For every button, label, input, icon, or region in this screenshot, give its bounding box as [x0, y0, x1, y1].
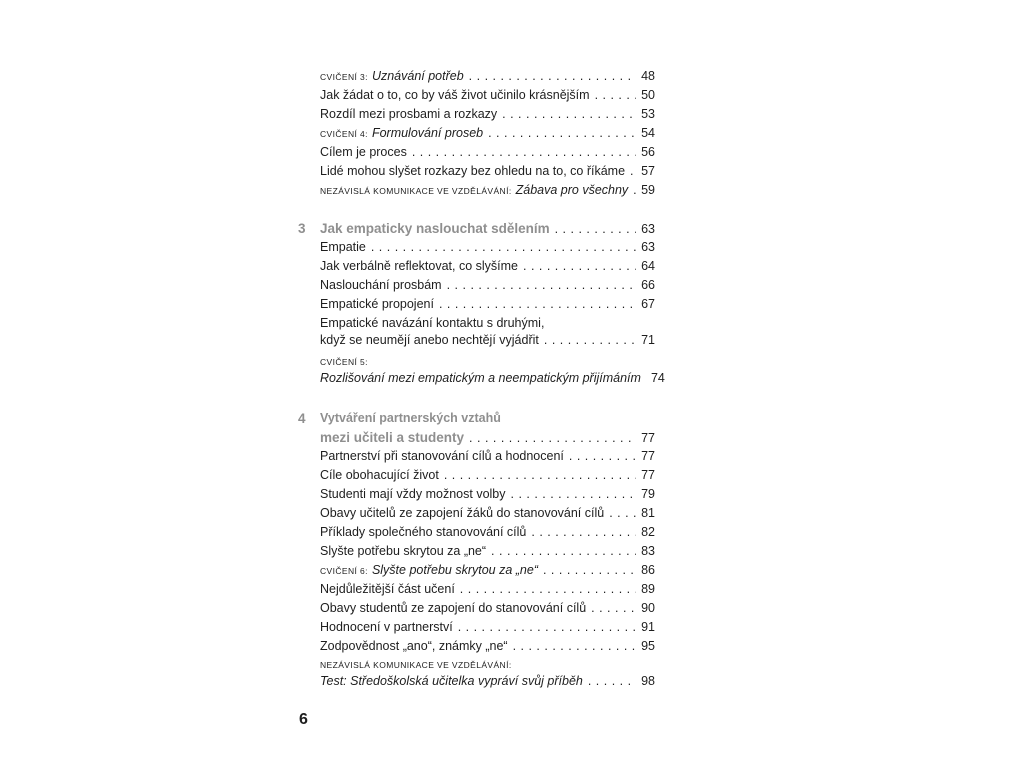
- chapter-title: Jak empaticky naslouchat sdělením: [320, 221, 550, 236]
- page-ref: 50: [641, 88, 655, 102]
- dot-leader: [544, 331, 636, 350]
- dot-leader: [502, 105, 636, 124]
- toc-entry: [320, 523, 655, 542]
- page-ref: 66: [641, 278, 655, 292]
- page-ref: 57: [641, 164, 655, 178]
- page-ref: 67: [641, 297, 655, 311]
- page-ref: 79: [641, 487, 655, 501]
- toc-entry: [320, 504, 655, 523]
- dot-leader: [531, 523, 636, 542]
- dot-leader: [591, 599, 636, 618]
- toc-entry-title: Slyšte potřebu skrytou za „ne“: [371, 563, 538, 577]
- toc-entry-title: Lidé mohou slyšet rozkazy bez ohledu na to, co říkáme: [320, 164, 626, 178]
- dot-leader: [439, 295, 636, 314]
- toc-entry-title: Zábava pro všechny: [515, 183, 629, 197]
- toc-entry-title-line1: Empatické navázání kontaktu s druhými,: [320, 316, 545, 330]
- dot-leader: [513, 637, 637, 656]
- toc-entry: [320, 181, 655, 200]
- page-ref: 77: [641, 468, 655, 482]
- toc-entry: [320, 580, 655, 599]
- page-ref: 63: [641, 240, 655, 254]
- toc-entry-title: Zodpovědnost „ano“, známky „ne“: [320, 639, 508, 653]
- page-ref: 71: [641, 333, 655, 347]
- page-ref: 48: [641, 69, 655, 83]
- toc-entry: [320, 331, 655, 350]
- toc-entry-title: Slyšte potřebu skrytou za „ne“: [320, 544, 487, 558]
- page-number: 6: [299, 711, 308, 728]
- exercise-label: CVIČENÍ 4:: [320, 129, 368, 139]
- chapter-heading: [320, 219, 655, 238]
- toc-entry-title: Jak žádat o to, co by váš život učinilo krásnějším: [320, 88, 590, 102]
- dot-leader: [488, 124, 636, 143]
- dot-leader: [412, 143, 636, 162]
- toc-entry: [320, 672, 655, 691]
- page-ref: 74: [650, 371, 665, 385]
- toc-entry-title: Naslouchání prosbám: [320, 278, 442, 292]
- toc-entry: [320, 447, 655, 466]
- toc-entry: [320, 485, 655, 504]
- toc-entry: [320, 369, 665, 388]
- dot-leader: [511, 485, 637, 504]
- dot-leader: [491, 542, 636, 561]
- dot-leader: [588, 672, 636, 691]
- toc-entry-title: Obavy učitelů ze zapojení žáků do stanovování cílů: [320, 506, 605, 520]
- dot-leader: [595, 86, 637, 105]
- toc-entry: [320, 162, 655, 181]
- toc-entry: [320, 618, 655, 637]
- dot-leader: [458, 618, 636, 637]
- dot-leader: [469, 67, 636, 86]
- toc-entry-title: Cíle obohacující život: [320, 468, 439, 482]
- toc-entry: [320, 105, 655, 124]
- page-ref: 77: [641, 449, 655, 463]
- dot-leader: [469, 429, 636, 448]
- exercise-label: CVIČENÍ 3:: [320, 72, 368, 82]
- toc-entry: [320, 295, 655, 314]
- page-ref: 86: [641, 563, 655, 577]
- section-label: NEZÁVISLÁ KOMUNIKACE VE VZDĚLÁVÁNÍ:: [320, 186, 512, 196]
- dot-leader: [444, 466, 636, 485]
- toc-entry: [320, 86, 655, 105]
- dot-leader: [523, 257, 636, 276]
- toc-entry-title: Hodnocení v partnerství: [320, 620, 453, 634]
- toc-entry-title: Jak verbálně reflektovat, co slyšíme: [320, 259, 518, 273]
- page-ref: 83: [641, 544, 655, 558]
- toc-entry: [320, 276, 655, 295]
- dot-leader: [609, 504, 636, 523]
- toc-entry-title: Nejdůležitější část učení: [320, 582, 455, 596]
- chapter-title-line1: Vytváření partnerských vztahů: [320, 411, 501, 425]
- page-ref: 64: [641, 259, 655, 273]
- page-ref: 77: [641, 431, 655, 445]
- exercise-label: CVIČENÍ 5:: [320, 357, 368, 367]
- toc-entry: [320, 542, 655, 561]
- toc-entry-title: Test: Středoškolská učitelka vypráví svůj příběh: [320, 674, 583, 688]
- toc-entry-title: Studenti mají vždy možnost volby: [320, 487, 506, 501]
- page-ref: 59: [641, 183, 655, 197]
- page-ref: 82: [641, 525, 655, 539]
- dot-leader: [630, 162, 636, 181]
- dot-leader: [633, 181, 636, 200]
- page-ref: 98: [641, 674, 655, 688]
- section-label: NEZÁVISLÁ KOMUNIKACE VE VZDĚLÁVÁNÍ:: [320, 660, 512, 670]
- toc-entry: [320, 466, 655, 485]
- toc-entry-title: Příklady společného stanovování cílů: [320, 525, 527, 539]
- toc-entry-title: Partnerství při stanovování cílů a hodnocení: [320, 449, 564, 463]
- page-ref: 56: [641, 145, 655, 159]
- toc-entry: [320, 238, 655, 257]
- dot-leader: [543, 561, 636, 580]
- toc-entry: [320, 143, 655, 162]
- toc-entry: [320, 67, 655, 86]
- chapter-heading: [320, 428, 655, 447]
- toc-entry: [320, 124, 655, 143]
- page-ref: 91: [641, 620, 655, 634]
- page-ref: 90: [641, 601, 655, 615]
- toc-entry-title: Cílem je proces: [320, 145, 407, 159]
- toc-entry-title: Rozlišování mezi empatickým a neempatickým přijímáním: [320, 371, 641, 385]
- chapter-title-line2: mezi učiteli a studenty: [320, 430, 465, 445]
- page-ref: 89: [641, 582, 655, 596]
- toc-entry: [320, 257, 655, 276]
- chapter-number: 3: [298, 221, 306, 236]
- dot-leader: [569, 447, 636, 466]
- toc-entry-title: Obavy studentů ze zapojení do stanovování cílů: [320, 601, 587, 615]
- toc-entry-title: Uznávání potřeb: [371, 69, 464, 83]
- toc-entry-title: Rozdíl mezi prosbami a rozkazy: [320, 107, 498, 121]
- toc-entry: [320, 599, 655, 618]
- toc-entry: [320, 637, 655, 656]
- dot-leader: [371, 238, 636, 257]
- dot-leader: [447, 276, 636, 295]
- toc-entry-title: Empatie: [320, 240, 366, 254]
- exercise-label: CVIČENÍ 6:: [320, 566, 368, 576]
- page-ref: 53: [641, 107, 655, 121]
- page-ref: 63: [641, 222, 655, 236]
- dot-leader: [555, 220, 636, 239]
- toc-entry-title: Formulování proseb: [371, 126, 484, 140]
- dot-leader: [460, 580, 636, 599]
- toc-entry-title: Empatické propojení: [320, 297, 434, 311]
- page-ref: 81: [641, 506, 655, 520]
- page-ref: 95: [641, 639, 655, 653]
- chapter-number: 4: [298, 411, 306, 426]
- toc-entry: [320, 561, 655, 580]
- page-ref: 54: [641, 126, 655, 140]
- toc-entry-title-line2: když se neumějí anebo nechtějí vyjádřit: [320, 333, 539, 347]
